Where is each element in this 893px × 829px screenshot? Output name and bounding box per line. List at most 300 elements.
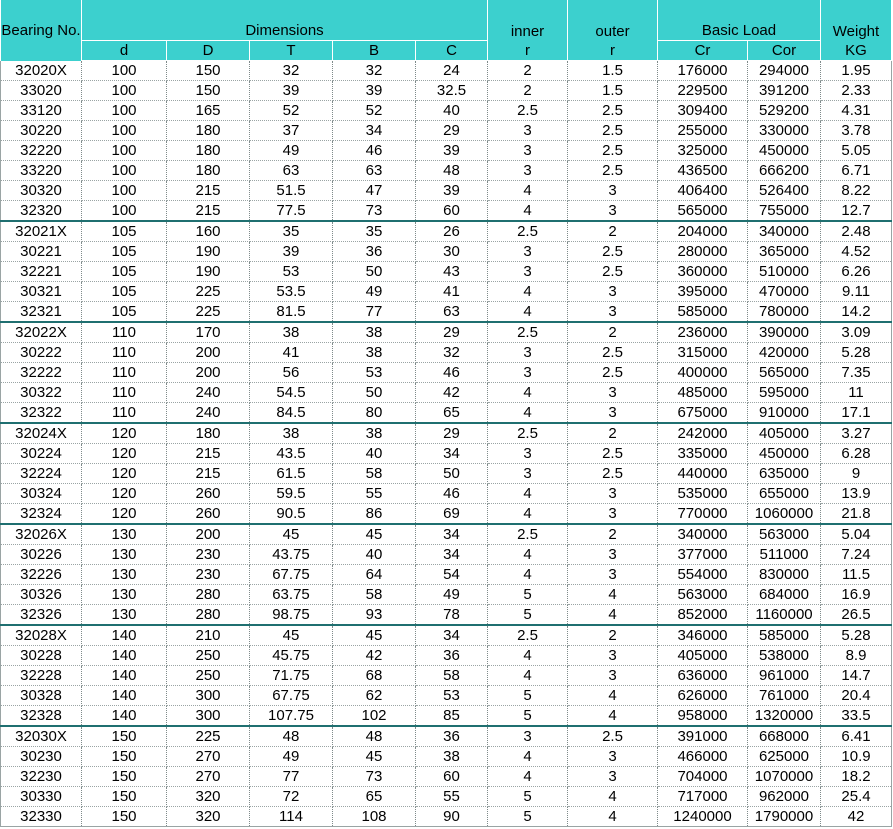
cell-T: 54.5 — [250, 383, 333, 403]
table-row — [1, 403, 892, 424]
cell-B: 58 — [333, 464, 416, 484]
cell-B: 47 — [333, 181, 416, 201]
cell-inner-r: 5 — [488, 686, 568, 706]
cell-D: 240 — [167, 383, 250, 403]
cell-D: 320 — [167, 787, 250, 807]
table-row — [1, 726, 892, 747]
table-row — [1, 706, 892, 727]
cell-T: 114 — [250, 807, 333, 827]
cell-B: 63 — [333, 161, 416, 181]
cell-T: 53.5 — [250, 282, 333, 302]
cell-outer-r: 2 — [568, 524, 658, 545]
cell-d: 130 — [82, 585, 167, 605]
cell-bearing-no: 30228 — [1, 646, 82, 666]
cell-D: 180 — [167, 141, 250, 161]
cell-inner-r: 4 — [488, 181, 568, 201]
table-row — [1, 747, 892, 767]
cell-weight-kg: 16.9 — [821, 585, 892, 605]
cell-outer-r: 2 — [568, 625, 658, 646]
cell-C: 40 — [416, 101, 488, 121]
cell-cr: 485000 — [658, 383, 748, 403]
header-d: d — [82, 41, 167, 61]
header-outer: outer — [568, 0, 658, 41]
cell-cor: 405000 — [748, 423, 821, 444]
cell-bearing-no: 32030X — [1, 726, 82, 747]
cell-cr: 236000 — [658, 322, 748, 343]
cell-d: 110 — [82, 322, 167, 343]
cell-d: 140 — [82, 686, 167, 706]
cell-weight-kg: 4.52 — [821, 242, 892, 262]
cell-inner-r: 3 — [488, 444, 568, 464]
cell-B: 48 — [333, 726, 416, 747]
cell-cr: 852000 — [658, 605, 748, 626]
cell-D: 165 — [167, 101, 250, 121]
cell-outer-r: 3 — [568, 565, 658, 585]
cell-weight-kg: 12.7 — [821, 201, 892, 222]
cell-bearing-no: 30224 — [1, 444, 82, 464]
cell-C: 58 — [416, 666, 488, 686]
cell-T: 39 — [250, 81, 333, 101]
cell-cr: 391000 — [658, 726, 748, 747]
cell-inner-r: 3 — [488, 726, 568, 747]
header-D: D — [167, 41, 250, 61]
cell-D: 250 — [167, 646, 250, 666]
cell-C: 41 — [416, 282, 488, 302]
cell-inner-r: 4 — [488, 383, 568, 403]
cell-bearing-no: 30320 — [1, 181, 82, 201]
cell-d: 100 — [82, 61, 167, 81]
cell-cr: 958000 — [658, 706, 748, 727]
cell-B: 50 — [333, 262, 416, 282]
table-row — [1, 605, 892, 626]
cell-d: 105 — [82, 282, 167, 302]
cell-weight-kg: 5.05 — [821, 141, 892, 161]
cell-bearing-no: 32020X — [1, 61, 82, 81]
cell-cor: 1790000 — [748, 807, 821, 827]
cell-inner-r: 3 — [488, 464, 568, 484]
cell-cor: 1320000 — [748, 706, 821, 727]
cell-cr: 436500 — [658, 161, 748, 181]
table-row — [1, 383, 892, 403]
cell-D: 190 — [167, 262, 250, 282]
cell-cor: 510000 — [748, 262, 821, 282]
cell-cor: 563000 — [748, 524, 821, 545]
cell-cor: 391200 — [748, 81, 821, 101]
cell-inner-r: 3 — [488, 121, 568, 141]
cell-cr: 395000 — [658, 282, 748, 302]
cell-C: 29 — [416, 423, 488, 444]
cell-C: 46 — [416, 363, 488, 383]
cell-inner-r: 2.5 — [488, 101, 568, 121]
cell-C: 39 — [416, 141, 488, 161]
cell-weight-kg: 42 — [821, 807, 892, 827]
cell-cor: 420000 — [748, 343, 821, 363]
cell-outer-r: 1.5 — [568, 61, 658, 81]
cell-outer-r: 3 — [568, 181, 658, 201]
cell-inner-r: 2 — [488, 81, 568, 101]
cell-weight-kg: 11.5 — [821, 565, 892, 585]
cell-d: 150 — [82, 726, 167, 747]
table-row — [1, 121, 892, 141]
cell-T: 49 — [250, 747, 333, 767]
cell-inner-r: 4 — [488, 302, 568, 323]
cell-T: 67.75 — [250, 686, 333, 706]
cell-weight-kg: 17.1 — [821, 403, 892, 424]
cell-bearing-no: 32228 — [1, 666, 82, 686]
cell-bearing-no: 32024X — [1, 423, 82, 444]
cell-bearing-no: 30220 — [1, 121, 82, 141]
cell-weight-kg: 5.28 — [821, 343, 892, 363]
cell-d: 120 — [82, 423, 167, 444]
cell-B: 45 — [333, 625, 416, 646]
cell-inner-r: 4 — [488, 767, 568, 787]
cell-bearing-no: 32320 — [1, 201, 82, 222]
cell-outer-r: 3 — [568, 403, 658, 424]
cell-C: 90 — [416, 807, 488, 827]
cell-bearing-no: 32328 — [1, 706, 82, 727]
cell-C: 32.5 — [416, 81, 488, 101]
cell-D: 260 — [167, 484, 250, 504]
cell-cr: 770000 — [658, 504, 748, 525]
cell-B: 34 — [333, 121, 416, 141]
cell-D: 180 — [167, 423, 250, 444]
cell-cor: 668000 — [748, 726, 821, 747]
cell-D: 200 — [167, 343, 250, 363]
header-inner-r: r — [488, 41, 568, 61]
cell-T: 72 — [250, 787, 333, 807]
cell-T: 41 — [250, 343, 333, 363]
cell-B: 52 — [333, 101, 416, 121]
cell-d: 100 — [82, 201, 167, 222]
header-C: C — [416, 41, 488, 61]
cell-weight-kg: 33.5 — [821, 706, 892, 727]
cell-d: 150 — [82, 747, 167, 767]
cell-weight-kg: 21.8 — [821, 504, 892, 525]
table-row — [1, 282, 892, 302]
cell-cor: 655000 — [748, 484, 821, 504]
cell-cor: 565000 — [748, 363, 821, 383]
cell-B: 36 — [333, 242, 416, 262]
cell-cr: 405000 — [658, 646, 748, 666]
cell-outer-r: 3 — [568, 646, 658, 666]
cell-weight-kg: 18.2 — [821, 767, 892, 787]
header-weight: Weight — [821, 0, 892, 41]
cell-outer-r: 2.5 — [568, 343, 658, 363]
cell-outer-r: 4 — [568, 605, 658, 626]
cell-cr: 636000 — [658, 666, 748, 686]
cell-B: 68 — [333, 666, 416, 686]
cell-inner-r: 4 — [488, 484, 568, 504]
cell-D: 225 — [167, 302, 250, 323]
cell-B: 58 — [333, 585, 416, 605]
cell-cor: 962000 — [748, 787, 821, 807]
header-bearing-no: Bearing No. — [1, 0, 82, 61]
header-T: T — [250, 41, 333, 61]
cell-bearing-no: 30326 — [1, 585, 82, 605]
cell-weight-kg: 6.41 — [821, 726, 892, 747]
cell-D: 215 — [167, 444, 250, 464]
cell-T: 77 — [250, 767, 333, 787]
table-row — [1, 141, 892, 161]
cell-T: 63 — [250, 161, 333, 181]
table-row — [1, 322, 892, 343]
cell-D: 215 — [167, 201, 250, 222]
table-row — [1, 464, 892, 484]
cell-inner-r: 3 — [488, 262, 568, 282]
cell-outer-r: 3 — [568, 484, 658, 504]
cell-cr: 309400 — [658, 101, 748, 121]
cell-C: 63 — [416, 302, 488, 323]
cell-weight-kg: 3.78 — [821, 121, 892, 141]
table-row — [1, 787, 892, 807]
cell-B: 80 — [333, 403, 416, 424]
cell-T: 37 — [250, 121, 333, 141]
cell-cr: 242000 — [658, 423, 748, 444]
cell-B: 73 — [333, 201, 416, 222]
cell-cor: 684000 — [748, 585, 821, 605]
cell-cor: 1060000 — [748, 504, 821, 525]
header-cr: Cr — [658, 41, 748, 61]
cell-C: 32 — [416, 343, 488, 363]
cell-cor: 780000 — [748, 302, 821, 323]
cell-T: 45.75 — [250, 646, 333, 666]
cell-d: 140 — [82, 625, 167, 646]
cell-T: 43.75 — [250, 545, 333, 565]
cell-outer-r: 3 — [568, 282, 658, 302]
cell-inner-r: 2.5 — [488, 524, 568, 545]
cell-weight-kg: 8.9 — [821, 646, 892, 666]
cell-cor: 1160000 — [748, 605, 821, 626]
cell-bearing-no: 32028X — [1, 625, 82, 646]
cell-cor: 450000 — [748, 444, 821, 464]
header-inner: inner — [488, 0, 568, 41]
cell-outer-r: 3 — [568, 545, 658, 565]
table-row — [1, 666, 892, 686]
cell-C: 36 — [416, 646, 488, 666]
cell-cor: 390000 — [748, 322, 821, 343]
table-header — [1, 0, 892, 61]
cell-bearing-no: 30330 — [1, 787, 82, 807]
cell-outer-r: 4 — [568, 807, 658, 827]
header-kg: KG — [821, 41, 892, 61]
cell-weight-kg: 7.35 — [821, 363, 892, 383]
cell-D: 150 — [167, 81, 250, 101]
cell-B: 108 — [333, 807, 416, 827]
header-cor: Cor — [748, 41, 821, 61]
cell-inner-r: 3 — [488, 363, 568, 383]
cell-B: 32 — [333, 61, 416, 81]
cell-cor: 365000 — [748, 242, 821, 262]
cell-weight-kg: 14.2 — [821, 302, 892, 323]
cell-inner-r: 2 — [488, 61, 568, 81]
cell-cr: 440000 — [658, 464, 748, 484]
cell-d: 130 — [82, 545, 167, 565]
cell-T: 59.5 — [250, 484, 333, 504]
cell-cr: 280000 — [658, 242, 748, 262]
cell-bearing-no: 30230 — [1, 747, 82, 767]
table-row — [1, 262, 892, 282]
cell-T: 81.5 — [250, 302, 333, 323]
cell-inner-r: 5 — [488, 585, 568, 605]
cell-inner-r: 3 — [488, 141, 568, 161]
cell-B: 64 — [333, 565, 416, 585]
cell-outer-r: 3 — [568, 504, 658, 525]
table-row — [1, 61, 892, 81]
cell-inner-r: 4 — [488, 565, 568, 585]
cell-C: 34 — [416, 524, 488, 545]
cell-outer-r: 2 — [568, 221, 658, 242]
header-row-primary — [1, 0, 892, 41]
cell-outer-r: 3 — [568, 767, 658, 787]
cell-cor: 910000 — [748, 403, 821, 424]
cell-inner-r: 5 — [488, 706, 568, 727]
cell-d: 100 — [82, 181, 167, 201]
cell-C: 36 — [416, 726, 488, 747]
cell-outer-r: 3 — [568, 666, 658, 686]
cell-C: 55 — [416, 787, 488, 807]
cell-weight-kg: 8.22 — [821, 181, 892, 201]
table-row — [1, 201, 892, 222]
cell-cor: 450000 — [748, 141, 821, 161]
table-row — [1, 504, 892, 525]
cell-weight-kg: 25.4 — [821, 787, 892, 807]
table-row — [1, 484, 892, 504]
cell-D: 180 — [167, 121, 250, 141]
table-row — [1, 181, 892, 201]
cell-outer-r: 2.5 — [568, 242, 658, 262]
cell-D: 225 — [167, 726, 250, 747]
cell-d: 100 — [82, 101, 167, 121]
cell-cr: 335000 — [658, 444, 748, 464]
cell-d: 120 — [82, 444, 167, 464]
cell-outer-r: 3 — [568, 201, 658, 222]
cell-B: 62 — [333, 686, 416, 706]
cell-bearing-no: 33120 — [1, 101, 82, 121]
cell-d: 120 — [82, 464, 167, 484]
cell-B: 42 — [333, 646, 416, 666]
cell-cor: 961000 — [748, 666, 821, 686]
cell-cr: 563000 — [658, 585, 748, 605]
cell-C: 49 — [416, 585, 488, 605]
cell-T: 49 — [250, 141, 333, 161]
cell-d: 130 — [82, 565, 167, 585]
table-row — [1, 161, 892, 181]
cell-T: 63.75 — [250, 585, 333, 605]
cell-cor: 1070000 — [748, 767, 821, 787]
cell-D: 270 — [167, 767, 250, 787]
cell-D: 160 — [167, 221, 250, 242]
cell-outer-r: 2.5 — [568, 262, 658, 282]
cell-d: 140 — [82, 646, 167, 666]
cell-outer-r: 2 — [568, 423, 658, 444]
cell-T: 107.75 — [250, 706, 333, 727]
cell-D: 215 — [167, 464, 250, 484]
cell-C: 34 — [416, 545, 488, 565]
cell-D: 240 — [167, 403, 250, 424]
cell-cor: 330000 — [748, 121, 821, 141]
cell-cr: 717000 — [658, 787, 748, 807]
cell-d: 130 — [82, 605, 167, 626]
table-row — [1, 444, 892, 464]
header-row-units — [1, 41, 892, 61]
cell-d: 105 — [82, 221, 167, 242]
table-row — [1, 565, 892, 585]
cell-B: 77 — [333, 302, 416, 323]
cell-cor: 529200 — [748, 101, 821, 121]
cell-D: 170 — [167, 322, 250, 343]
cell-D: 150 — [167, 61, 250, 81]
cell-weight-kg: 10.9 — [821, 747, 892, 767]
cell-outer-r: 4 — [568, 706, 658, 727]
cell-inner-r: 4 — [488, 646, 568, 666]
cell-bearing-no: 32224 — [1, 464, 82, 484]
cell-cr: 406400 — [658, 181, 748, 201]
cell-cr: 255000 — [658, 121, 748, 141]
cell-T: 90.5 — [250, 504, 333, 525]
cell-C: 38 — [416, 747, 488, 767]
cell-cr: 377000 — [658, 545, 748, 565]
cell-D: 190 — [167, 242, 250, 262]
cell-inner-r: 3 — [488, 161, 568, 181]
cell-D: 280 — [167, 585, 250, 605]
cell-B: 45 — [333, 524, 416, 545]
cell-inner-r: 4 — [488, 545, 568, 565]
cell-C: 65 — [416, 403, 488, 424]
cell-cor: 585000 — [748, 625, 821, 646]
cell-inner-r: 5 — [488, 807, 568, 827]
table-row — [1, 646, 892, 666]
cell-cor: 625000 — [748, 747, 821, 767]
cell-inner-r: 4 — [488, 201, 568, 222]
cell-outer-r: 3 — [568, 302, 658, 323]
cell-D: 225 — [167, 282, 250, 302]
cell-cr: 315000 — [658, 343, 748, 363]
cell-C: 24 — [416, 61, 488, 81]
cell-inner-r: 2.5 — [488, 322, 568, 343]
cell-cr: 626000 — [658, 686, 748, 706]
cell-T: 84.5 — [250, 403, 333, 424]
cell-bearing-no: 32322 — [1, 403, 82, 424]
cell-B: 49 — [333, 282, 416, 302]
cell-bearing-no: 30324 — [1, 484, 82, 504]
cell-weight-kg: 1.95 — [821, 61, 892, 81]
cell-bearing-no: 32221 — [1, 262, 82, 282]
cell-C: 34 — [416, 444, 488, 464]
cell-d: 150 — [82, 807, 167, 827]
cell-weight-kg: 6.71 — [821, 161, 892, 181]
table-row — [1, 585, 892, 605]
cell-d: 100 — [82, 121, 167, 141]
cell-bearing-no: 30321 — [1, 282, 82, 302]
cell-T: 98.75 — [250, 605, 333, 626]
cell-weight-kg: 11 — [821, 383, 892, 403]
cell-D: 200 — [167, 363, 250, 383]
cell-C: 69 — [416, 504, 488, 525]
cell-B: 65 — [333, 787, 416, 807]
cell-D: 230 — [167, 545, 250, 565]
cell-weight-kg: 4.31 — [821, 101, 892, 121]
cell-C: 43 — [416, 262, 488, 282]
cell-cr: 704000 — [658, 767, 748, 787]
table-row — [1, 343, 892, 363]
cell-d: 140 — [82, 706, 167, 727]
cell-D: 300 — [167, 686, 250, 706]
cell-outer-r: 2.5 — [568, 121, 658, 141]
cell-bearing-no: 32022X — [1, 322, 82, 343]
cell-B: 93 — [333, 605, 416, 626]
cell-outer-r: 1.5 — [568, 81, 658, 101]
cell-cr: 585000 — [658, 302, 748, 323]
